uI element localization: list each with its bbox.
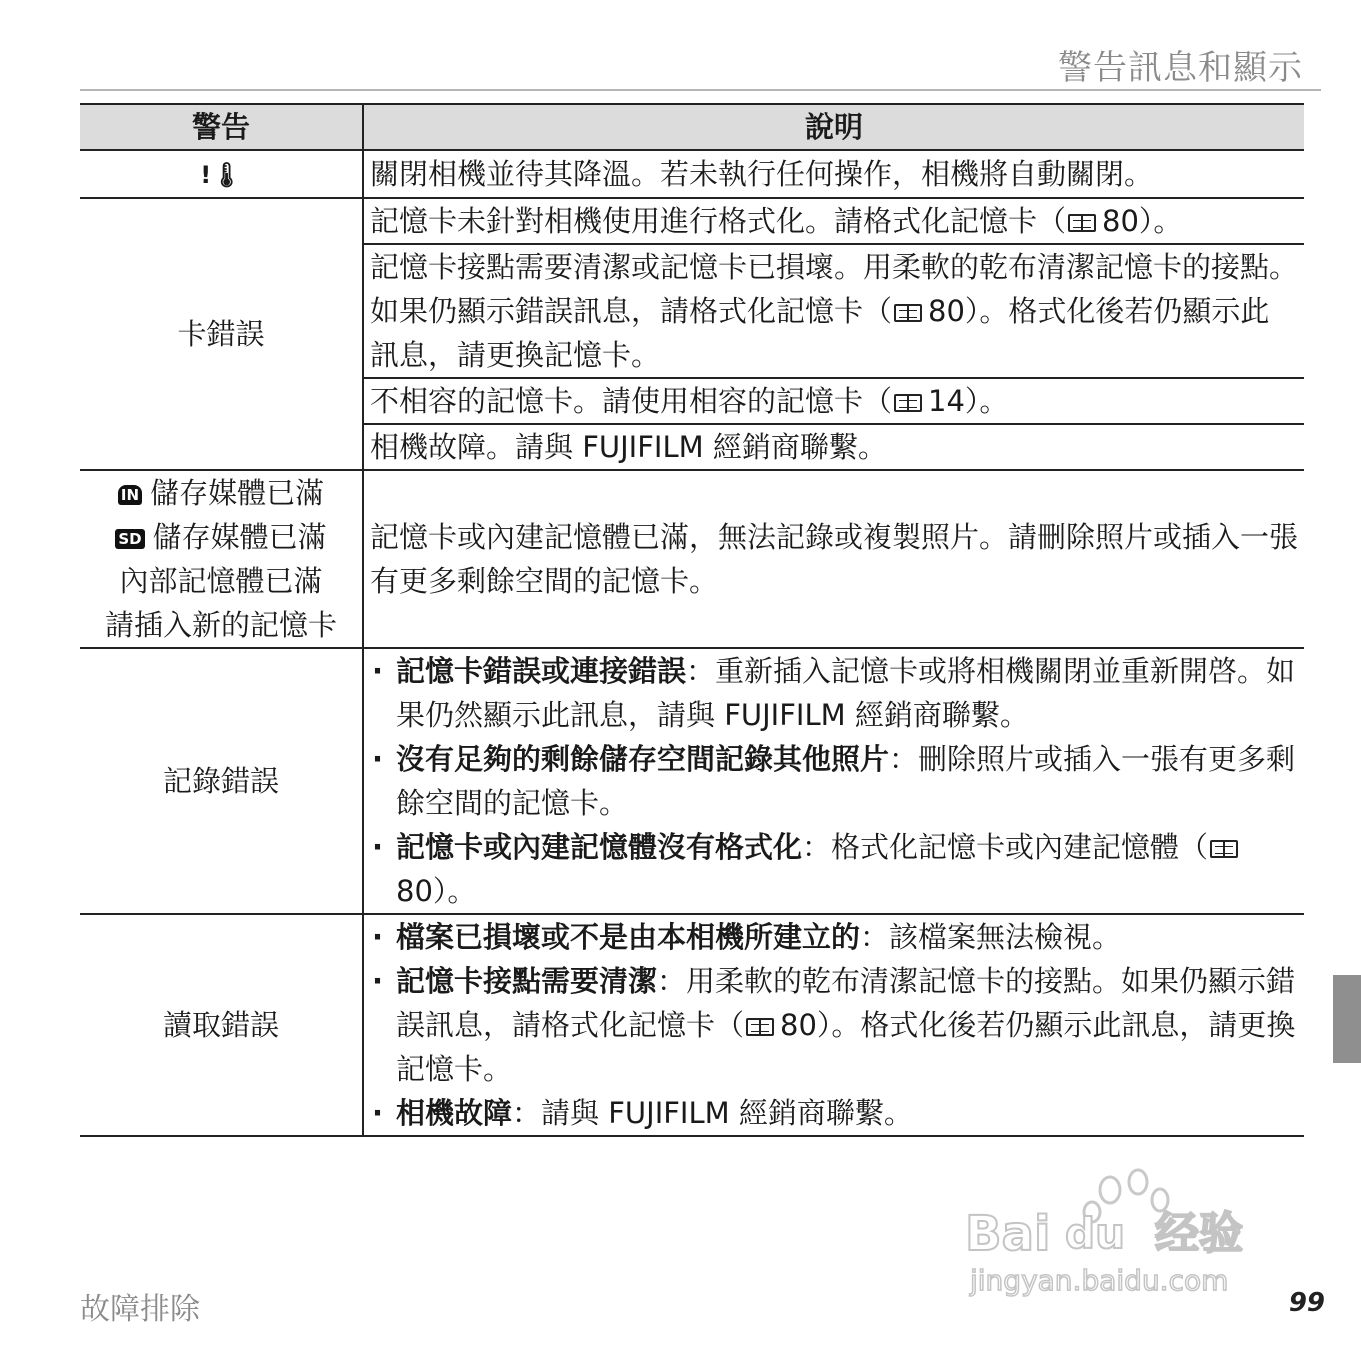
read-error-warning: 讀取錯誤 [80, 914, 363, 1136]
watermark-brand-du: du [1065, 1209, 1125, 1258]
footer-section-title: 故障排除 [80, 1292, 200, 1327]
write-error-description [363, 648, 1304, 914]
read-error-description [363, 914, 1304, 1136]
page-reference-icon [1068, 214, 1096, 232]
page-ref-number: 80 [928, 294, 965, 328]
chapter-side-tab [1333, 975, 1361, 1063]
list-item: · 沒有足夠的剩餘儲存空間記錄其他照片：刪除照片或插入一張有更多剩餘空間的記憶卡。 [370, 737, 1298, 825]
watermark-url: jingyan.baidu.com [970, 1264, 1229, 1297]
list-item: · 記憶卡錯誤或連接錯誤：重新插入記憶卡或將相機關閉並重新開啓。如果仍然顯示此訊息，請與 FUJIFILM 經銷商聯繫。 [370, 649, 1298, 737]
overheat-warning-cell [80, 150, 363, 198]
table-header-row [80, 104, 1304, 150]
card-error-warning: 卡錯誤 [80, 198, 363, 470]
table-row [80, 150, 1304, 198]
page-ref-number: 14 [928, 384, 965, 418]
page-ref-number: 80 [1102, 204, 1139, 238]
sd-card-icon: SD [115, 529, 144, 549]
insert-new-card-text: 請插入新的記憶卡 [104, 608, 337, 642]
list-item: · 相機故障：請與 FUJIFILM 經銷商聯繫。 [370, 1091, 1298, 1135]
page-ref-number: 80 [396, 874, 433, 908]
memory-full-description: 記憶卡或內建記憶體已滿，無法記錄或複製照片。請刪除照片或插入一張有更多剩餘空間的記憶卡。 [363, 470, 1304, 648]
list-item: · 記憶卡或內建記憶體沒有格式化：格式化記憶卡或內建記憶體（80）。 [370, 825, 1298, 913]
temperature-warning-icon: !🌡 [200, 161, 242, 189]
table-row [80, 648, 1304, 914]
list-item: · 檔案已損壞或不是由本相機所建立的：該檔案無法檢視。 [370, 915, 1298, 959]
internal-memory-icon: IN [118, 485, 142, 505]
page-number: 99 [1288, 1288, 1325, 1318]
sd-card-full-warning: SD 儲存媒體已滿 [86, 515, 356, 559]
table-row [80, 198, 1304, 244]
table-row [80, 914, 1304, 1136]
page-reference-icon [894, 394, 922, 412]
internal-memory-full-text: 內部記憶體已滿 [119, 564, 323, 598]
internal-memory-full-warning: IN 儲存媒體已滿 [86, 471, 356, 515]
card-error-description-4: 相機故障。請與 FUJIFILM 經銷商聯繫。 [363, 424, 1304, 470]
header-divider [80, 89, 1321, 91]
column-header-description: 說明 [363, 104, 1304, 150]
page-ref-number: 80 [780, 1008, 817, 1042]
card-error-description-2: 記憶卡接點需要清潔或記憶卡已損壞。用柔軟的乾布清潔記憶卡的接點。如果仍顯示錯誤訊息，請格式化記憶卡（ 80）。格式化後若仍顯示此訊息，請更換記憶卡。 [363, 244, 1304, 378]
page-header-title: 警告訊息和顯示 [1058, 48, 1303, 88]
card-error-description-3: 不相容的記憶卡。請使用相容的記憶卡（ 14）。 [363, 378, 1304, 424]
card-error-description-1: 記憶卡未針對相機使用進行格式化。請格式化記憶卡（ 80）。 [363, 198, 1304, 244]
write-error-warning: 記錄錯誤 [80, 648, 363, 914]
memory-full-warnings [80, 470, 363, 648]
overheat-description: 關閉相機並待其降溫。若未執行任何操作，相機將自動關閉。 [363, 150, 1304, 198]
watermark-brand-cn: 经验 [1155, 1208, 1243, 1259]
page-reference-icon [894, 304, 922, 322]
column-header-warning: 警告 [80, 104, 363, 150]
watermark-brand: Bai [965, 1206, 1051, 1262]
page-reference-icon [1210, 840, 1238, 858]
table-row [80, 470, 1304, 648]
baidu-watermark-logo [960, 1160, 1280, 1310]
warning-table [80, 103, 1304, 1137]
page-reference-icon [746, 1018, 774, 1036]
list-item: · 記憶卡接點需要清潔：用柔軟的乾布清潔記憶卡的接點。如果仍顯示錯誤訊息，請格式化記憶卡（ 80）。格式化後若仍顯示此訊息，請更換記憶卡。 [370, 959, 1298, 1091]
